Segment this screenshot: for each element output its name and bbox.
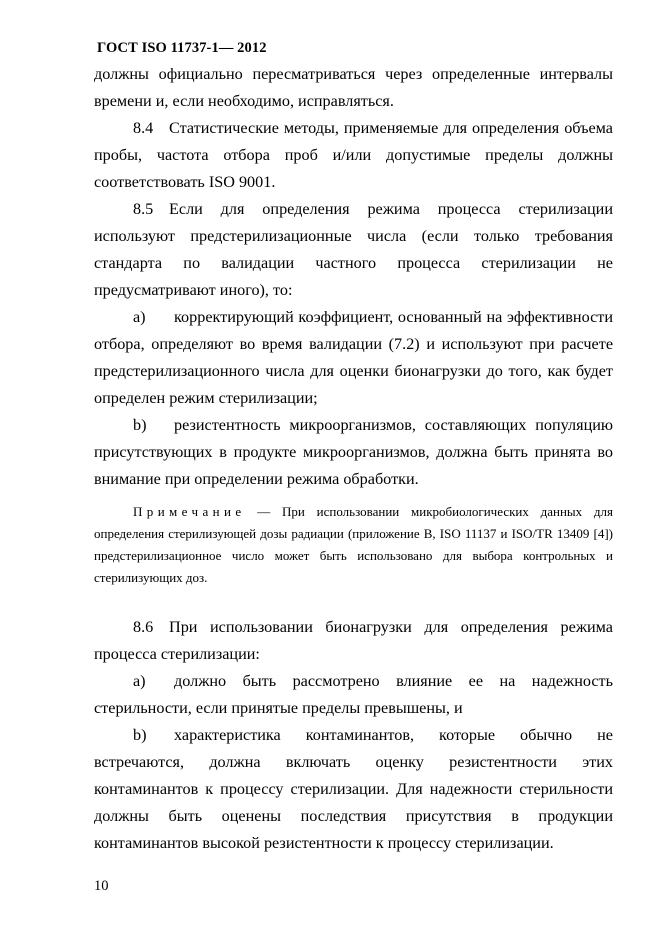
note-text: — При использовании микробиологических данных для определения стерилизующей дозы радиации (приложение В, ISO 11137 и ISO/TR 13409 [4]) предстерилизационное число может быть использовано для выбора контрольных и стерилизующих доз. [94,504,613,585]
document-body [94,61,613,857]
clause-text: При использовании бионагрузки для определения режима процесса стерилизации: [94,618,613,663]
paragraph-continuation: должны официально пересматриваться через определенные интервалы времени и, если необходимо, исправляться. [94,65,613,110]
clause-number: 8.6 [133,618,154,636]
clause-number: 8.4 [133,119,154,137]
list-item-text: резистентность микроорганизмов, составляющих популяцию присутствующих в продукте микроорганизмов, должна быть принята во внимание при определении режима обработки. [94,416,613,488]
clause-number: 8.5 [133,200,154,218]
spacer [94,589,613,614]
clause-8-6 [94,614,613,668]
list-marker: а) [133,308,146,326]
list-item-b [94,412,613,493]
list-item-a [94,304,613,412]
clause-text: Статистические методы, применяемые для определения объема пробы, частота отбора проб и/или допустимые пределы должны соответствовать ISO 9001. [94,119,613,191]
note [94,501,613,589]
note-label: Примечание [133,504,246,519]
clause-text: Если для определения режима процесса стерилизации используют предстерилизационные числа (если только требования стандарта по валидации частного процесса стерилизации не предусматривают иного), то: [94,200,613,299]
clause-8-4 [94,115,613,196]
list-item-text: должно быть рассмотрено влияние ее на надежность стерильности, если принятые пределы превышены, и [94,672,613,717]
list-item-text: корректирующий коэффициент, основанный на эффективности отбора, определяют во время валидации (7.2) и используют при расчете предстерилизационного числа для оценки бионагрузки до того, как будет определен режим стерилизации; [94,308,613,407]
list-item-text: характеристика контаминантов, которые обычно не встречаются, должна включать оценку резистентности этих контаминантов к процессу стерилизации. Для надежности стерильности должны быть оценены последствия присутствия в продукции контаминантов высокой резистентности к процессу стерилизации. [94,726,613,852]
list-item-a [94,668,613,722]
list-marker: b) [133,416,147,434]
list-marker: b) [133,726,147,744]
clause-8-5 [94,196,613,304]
document-header: ГОСТ ISO 11737-1— 2012 [97,40,267,56]
list-item-b [94,722,613,857]
page-number: 10 [94,878,109,894]
list-marker: а) [133,672,146,690]
